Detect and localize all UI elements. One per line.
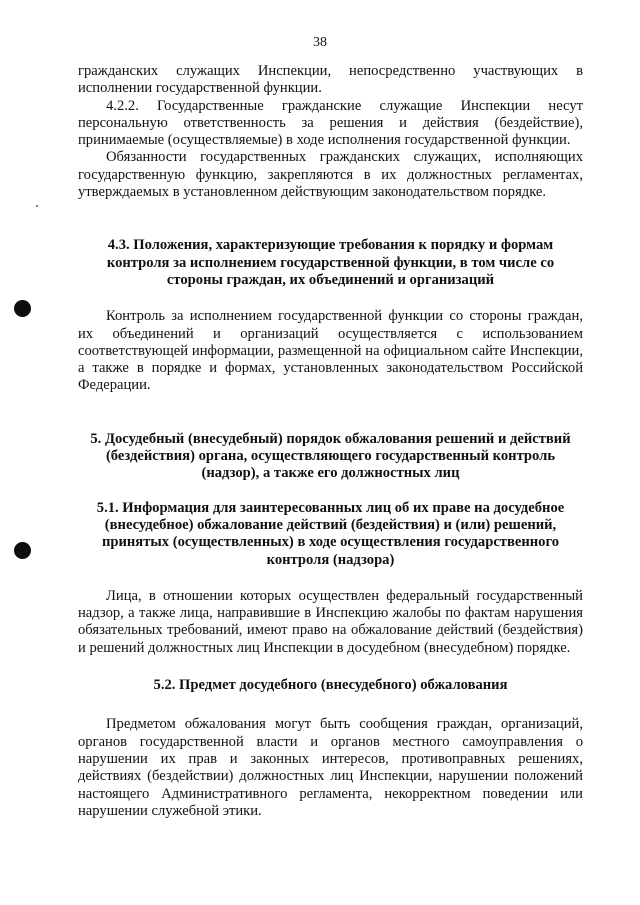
heading-5-2: 5.2. Предмет досудебного (внесудебного) обжалования — [153, 677, 508, 694]
document-body — [78, 63, 583, 820]
paragraph-continued: гражданских служащих Инспекции, непосредственно участвующих в исполнении государственной функции. — [78, 63, 583, 97]
paragraph-duties: Обязанности государственных гражданских служащих, исполняющих государственную функцию, закрепляются в их должностных регламентах, утверждаемых в установленном действующим законодательством порядке. — [78, 149, 583, 201]
heading-5-1: 5.1. Информация для заинтересованных лиц об их праве на досудебное (внесудебное) обжалование действий (бездействия) и (или) решений, принятых (осуществленных) в ходе осуществления государственного контроля (надзора) — [96, 499, 565, 568]
paragraph-4-2-2: 4.2.2. Государственные гражданские служащие Инспекции несут персональную ответственность за решения и действия (бездействие), принимаемые (осуществляемые) в ходе исполнения государственной функции. — [78, 97, 583, 149]
punch-hole-top — [14, 300, 31, 317]
scan-speck — [36, 205, 38, 207]
punch-hole-bottom — [14, 542, 31, 559]
paragraph-persons: Лица, в отношении которых осуществлен федеральный государственный надзор, а также лица, направившие в Инспекцию жалобы по фактам нарушения обязательных требований, имеют право на обжалование действий (бездействия) и решений должностных лиц Инспекции в досудебном (внесудебном) порядке. — [78, 587, 583, 656]
paragraph-subject: Предметом обжалования могут быть сообщения граждан, организаций, органов государственной власти и органов местного самоуправления о нарушении их прав и законных интересов, противоправных решениях, действиях (бездействии) должностных лиц Инспекции, нарушении положений настоящего Административного регламента, некорректном поведении или нарушении служебной этики. — [78, 716, 583, 819]
page-number: 38 — [313, 35, 327, 50]
heading-4-3: 4.3. Положения, характеризующие требования к порядку и формам контроля за исполнением государственной функции, в том числе со стороны граждан, их объединений и организаций — [106, 237, 555, 288]
paragraph-control: Контроль за исполнением государственной функции со стороны граждан, их объединений и организаций осуществляется с использованием соответствующей информации, размещенной на официальном сайте Инспекции, а также в порядке и формах, установленных законодательством Российской Федерации. — [78, 308, 583, 394]
heading-5: 5. Досудебный (внесудебный) порядок обжалования решений и действий (бездействия) органа, осуществляющего государственный контроль (надзор), а также его должностных лиц — [90, 430, 571, 482]
